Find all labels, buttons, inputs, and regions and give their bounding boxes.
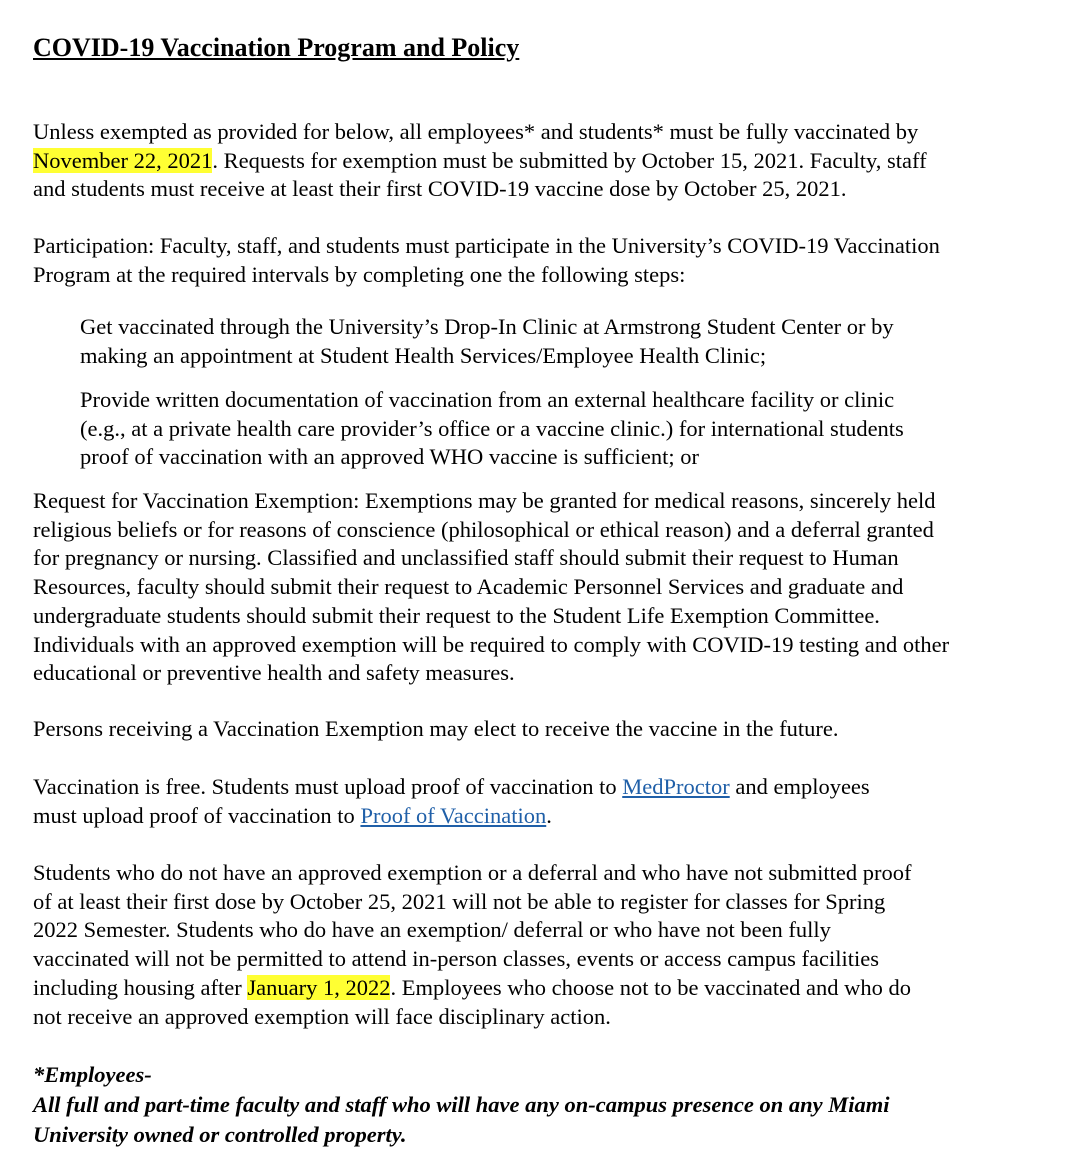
step-provide-documentation bbox=[80, 386, 1040, 472]
consequences-line-6: not receive an approved exemption will face disciplinary action. bbox=[33, 1003, 611, 1029]
step1-line-1: Get vaccinated through the University’s Drop-In Clinic at Armstrong Student Center or by bbox=[80, 314, 894, 339]
consequences-paragraph bbox=[33, 859, 1053, 1031]
participation-line-2: Program at the required intervals by completing one the following steps: bbox=[33, 261, 686, 287]
upload-proof-paragraph bbox=[33, 773, 1053, 830]
page-title: COVID-19 Vaccination Program and Policy bbox=[33, 33, 520, 62]
exemption-paragraph bbox=[33, 487, 1053, 688]
consequences-line-4: vaccinated will not be permitted to attend in-person classes, events or access campus facilities bbox=[33, 946, 879, 972]
upload-line-2-tail: . bbox=[546, 802, 552, 828]
step2-line-3: proof of vaccination with an approved WHO vaccine is sufficient; or bbox=[80, 444, 699, 470]
intro-paragraph bbox=[33, 118, 1053, 204]
step2-line-2: (e.g., at a private health care provider’s office or a vaccine clinic.) for international students bbox=[80, 415, 904, 441]
intro-line-3: and students must receive at least their first COVID-19 vaccine dose by October 25, 2021. bbox=[33, 176, 847, 202]
footnote-heading: *Employees- bbox=[33, 1062, 152, 1087]
step2-line-1: Provide written documentation of vaccination from an external healthcare facility or clinic bbox=[80, 387, 895, 412]
consequences-line-5-text: including housing after bbox=[33, 974, 248, 1000]
consequences-line-2: of at least their first dose by October 25, 2021 will not be able to register for classes for Spring bbox=[33, 888, 886, 914]
upload-line-1-tail: and employees bbox=[729, 774, 870, 799]
participation-line-1: Participation: Faculty, staff, and students must participate in the University’s COVID-19 Vaccination bbox=[33, 233, 940, 258]
employees-footnote bbox=[33, 1060, 1053, 1150]
exemption-line: religious beliefs or for reasons of conscience (philosophical or ethical reason) and a deferral granted bbox=[33, 516, 934, 542]
exemption-line: Resources, faculty should submit their request to Academic Personnel Services and graduate and bbox=[33, 574, 904, 600]
proof-of-vaccination-link[interactable]: Proof of Vaccination bbox=[360, 802, 547, 828]
participation-paragraph bbox=[33, 232, 1053, 289]
highlighted-date-housing: January 1, 2022 bbox=[247, 974, 391, 1000]
highlighted-date-deadline: November 22, 2021 bbox=[33, 147, 213, 173]
footnote-line-2: University owned or controlled property. bbox=[33, 1122, 407, 1147]
exemption-line: undergraduate students should submit their request to the Student Life Exemption Committee. bbox=[33, 602, 880, 628]
footnote-line-1: All full and part-time faculty and staff who will have any on-campus presence on any Miami bbox=[33, 1092, 890, 1117]
intro-line-2: . Requests for exemption must be submitted by October 15, 2021. Faculty, staff bbox=[212, 147, 927, 173]
step-get-vaccinated bbox=[80, 313, 1040, 370]
exemption-line: Request for Vaccination Exemption: Exemptions may be granted for medical reasons, sincerely held bbox=[33, 488, 936, 513]
exemption-line: educational or preventive health and safety measures. bbox=[33, 660, 515, 686]
future-vaccine-paragraph bbox=[33, 715, 1053, 744]
consequences-line-3: 2022 Semester. Students who do have an exemption/ deferral or who have not been fully bbox=[33, 917, 831, 943]
consequences-line-1: Students who do not have an approved exemption or a deferral and who have not submitted proof bbox=[33, 860, 912, 885]
future-vaccine-line: Persons receiving a Vaccination Exemption may elect to receive the vaccine in the future. bbox=[33, 716, 839, 741]
upload-line-1-text: Vaccination is free. Students must upload proof of vaccination to bbox=[33, 774, 623, 799]
consequences-line-5-tail: . Employees who choose not to be vaccinated and who do bbox=[390, 974, 911, 1000]
upload-line-2-text: must upload proof of vaccination to bbox=[33, 802, 361, 828]
medproctor-link[interactable]: MedProctor bbox=[622, 774, 730, 799]
step1-line-2: making an appointment at Student Health Services/Employee Health Clinic; bbox=[80, 342, 767, 368]
exemption-line: for pregnancy or nursing. Classified and unclassified staff should submit their request to Human bbox=[33, 545, 899, 571]
intro-line-1: Unless exempted as provided for below, all employees* and students* must be fully vaccinated by bbox=[33, 119, 919, 144]
exemption-line: Individuals with an approved exemption will be required to comply with COVID-19 testing and other bbox=[33, 631, 950, 657]
